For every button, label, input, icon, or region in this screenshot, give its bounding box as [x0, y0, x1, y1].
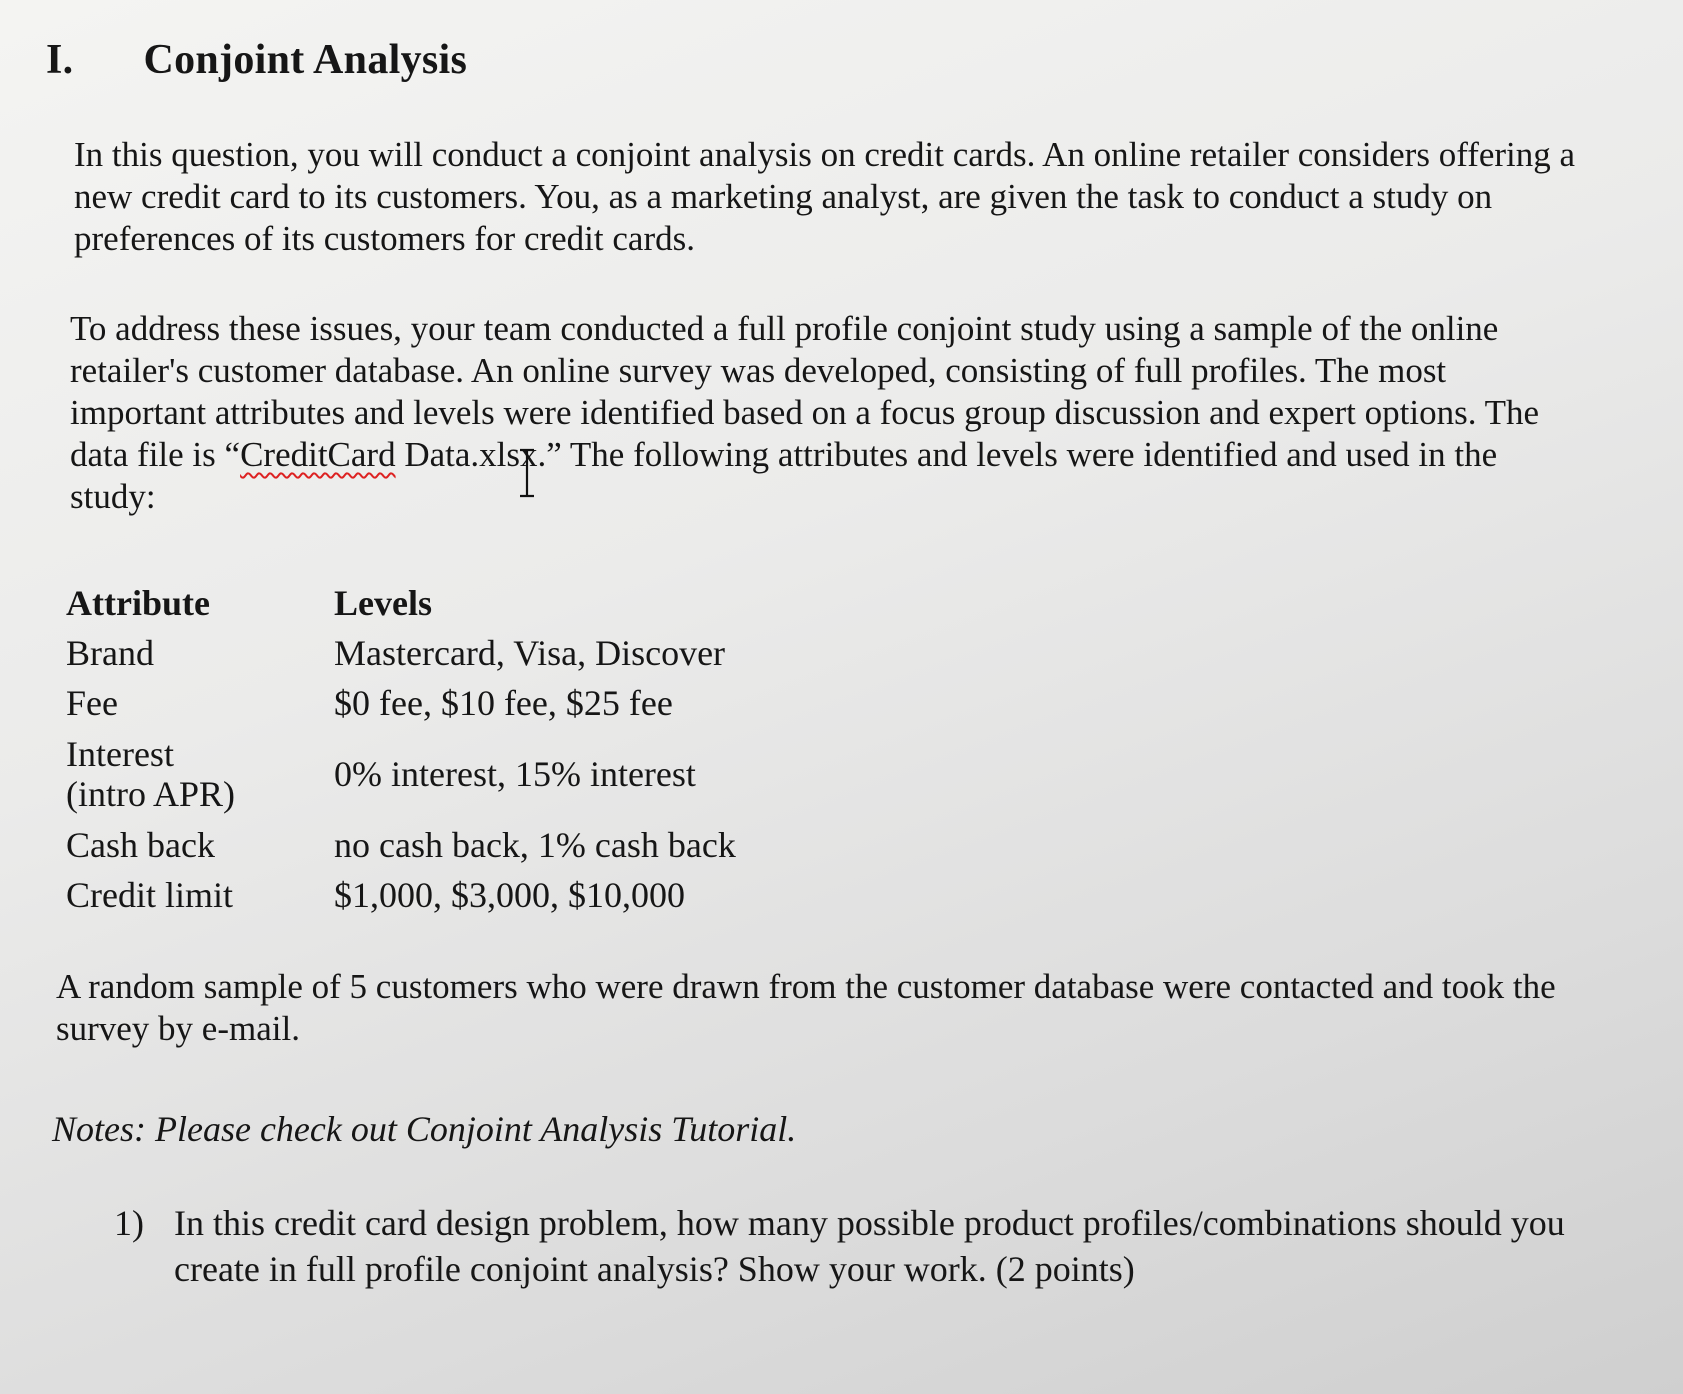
attribute-cell	[66, 728, 334, 820]
attribute-cell: Fee	[66, 683, 118, 723]
text-cursor-icon	[518, 448, 536, 498]
intro-paragraph: In this question, you will conduct a conjoint analysis on credit cards. An online retailer considers offering a new credit card to its customers. You, as a marketing analyst, are given the task to conduct a study on preferences of its customers for credit cards.	[74, 135, 1576, 258]
levels-cell: Mastercard, Visa, Discover	[334, 633, 726, 673]
levels-cell: 0% interest, 15% interest	[334, 754, 696, 794]
table-row	[66, 678, 736, 728]
section-heading	[46, 36, 467, 84]
table-row	[66, 628, 736, 678]
attribute-line-1: Interest	[66, 734, 174, 774]
levels-cell: no cash back, 1% cash back	[334, 825, 736, 865]
question-item	[114, 1200, 1594, 1292]
table-row	[66, 728, 736, 820]
question-text: In this credit card design problem, how many possible product profiles/combinations should you create in full profile conjoint analysis? Show your work. (2 points)	[174, 1203, 1565, 1289]
levels-header: Levels	[334, 583, 432, 623]
attribute-cell: Brand	[66, 633, 154, 673]
levels-cell: $1,000, $3,000, $10,000	[334, 875, 685, 915]
section-title: Conjoint Analysis	[143, 37, 468, 83]
attribute-cell: Cash back	[66, 825, 215, 865]
table-row	[66, 870, 736, 920]
attribute-cell: Credit limit	[66, 875, 233, 915]
question-number: 1)	[114, 1203, 144, 1243]
sample-paragraph: A random sample of 5 customers who were drawn from the customer database were contacted and took the survey by e-mail.	[56, 967, 1556, 1048]
data-file-name: CreditCard	[240, 435, 396, 474]
study-text-after: Data.xlsx.” The following attributes and levels were identified and used in the study:	[70, 435, 1498, 516]
table-header-row	[66, 578, 736, 628]
levels-cell: $0 fee, $10 fee, $25 fee	[334, 683, 673, 723]
attribute-levels-table	[66, 578, 736, 920]
table-row	[66, 820, 736, 870]
attribute-header: Attribute	[66, 583, 210, 623]
notes-line: Notes: Please check out Conjoint Analysis Tutorial.	[52, 1109, 797, 1149]
study-text-before: To address these issues, your team conducted a full profile conjoint study using a sample of the online retailer's customer database. An online survey was developed, consisting of full profiles. The most important attributes and levels were identified based on a focus group discussion and expert options. The data file is “	[70, 309, 1539, 474]
attribute-line-2: (intro APR)	[66, 774, 236, 814]
study-paragraph	[70, 308, 1590, 518]
section-number: I.	[46, 37, 74, 83]
